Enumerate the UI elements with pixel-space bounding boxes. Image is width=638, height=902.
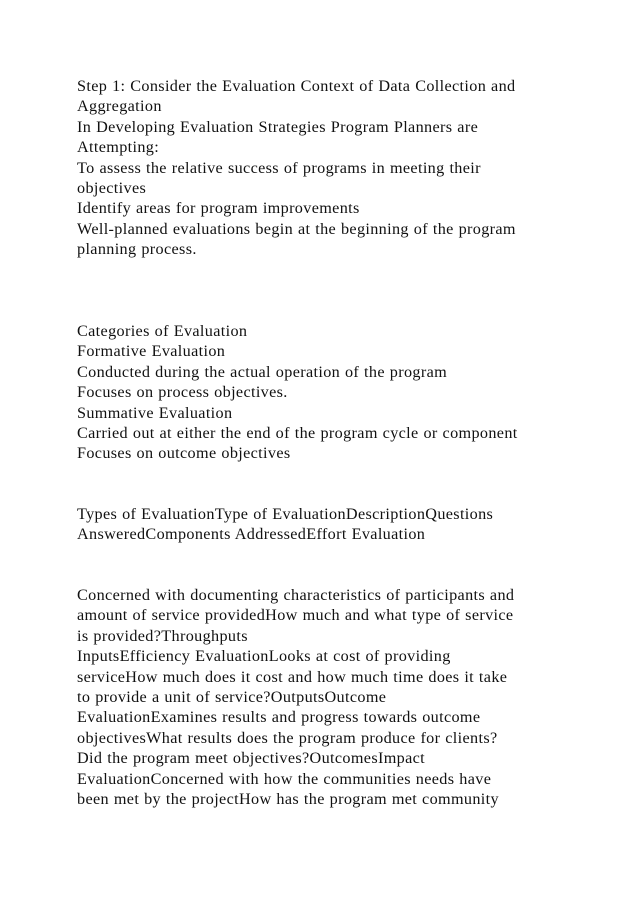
text-line: Categories of Evaluation bbox=[77, 322, 248, 340]
text-line: amount of service providedHow much and what type of service bbox=[77, 606, 514, 625]
text-line: planning process. bbox=[77, 240, 197, 259]
text-line: To assess the relative success of programs in meeting their bbox=[77, 158, 481, 177]
text-line: Attempting: bbox=[77, 138, 160, 157]
text-line: Focuses on outcome objectives bbox=[77, 444, 291, 463]
text-line: been met by the projectHow has the program met community bbox=[77, 790, 499, 809]
text-line: Aggregation bbox=[77, 97, 162, 116]
text-line: Identify areas for program improvements bbox=[77, 199, 360, 218]
text-line: AnsweredComponents AddressedEffort Evaluation bbox=[77, 525, 426, 544]
categories-section bbox=[77, 321, 577, 464]
text-line: Did the program meet objectives?OutcomesImpact bbox=[77, 749, 426, 768]
text-line: objectivesWhat results does the program produce for clients? bbox=[77, 728, 498, 747]
text-line: Carried out at either the end of the program cycle or component bbox=[77, 424, 518, 443]
types-heading-section bbox=[77, 504, 577, 545]
text-line: Formative Evaluation bbox=[77, 342, 226, 361]
text-line: InputsEfficiency EvaluationLooks at cost of providing bbox=[77, 647, 451, 666]
text-line: EvaluationConcerned with how the communities needs have bbox=[77, 769, 492, 788]
text-line: is provided?Throughputs bbox=[77, 626, 248, 645]
text-line: In Developing Evaluation Strategies Program Planners are bbox=[77, 117, 479, 136]
text-line: to provide a unit of service?OutputsOutcome bbox=[77, 688, 387, 707]
text-line: Step 1: Consider the Evaluation Context of Data Collection and bbox=[77, 77, 516, 95]
step-1-section bbox=[77, 76, 577, 260]
text-line: Concerned with documenting characteristics of participants and bbox=[77, 586, 515, 604]
text-line: Conducted during the actual operation of the program bbox=[77, 362, 448, 381]
text-line: EvaluationExamines results and progress towards outcome bbox=[77, 708, 481, 727]
text-line: Types of EvaluationType of EvaluationDescriptionQuestions bbox=[77, 505, 494, 523]
text-line: Well-planned evaluations begin at the beginning of the program bbox=[77, 219, 516, 238]
text-line: Focuses on process objectives. bbox=[77, 383, 288, 402]
text-line: objectives bbox=[77, 179, 147, 198]
types-table-text-section bbox=[77, 585, 577, 809]
text-line: serviceHow much does it cost and how much time does it take bbox=[77, 667, 508, 686]
text-line: Summative Evaluation bbox=[77, 403, 233, 422]
